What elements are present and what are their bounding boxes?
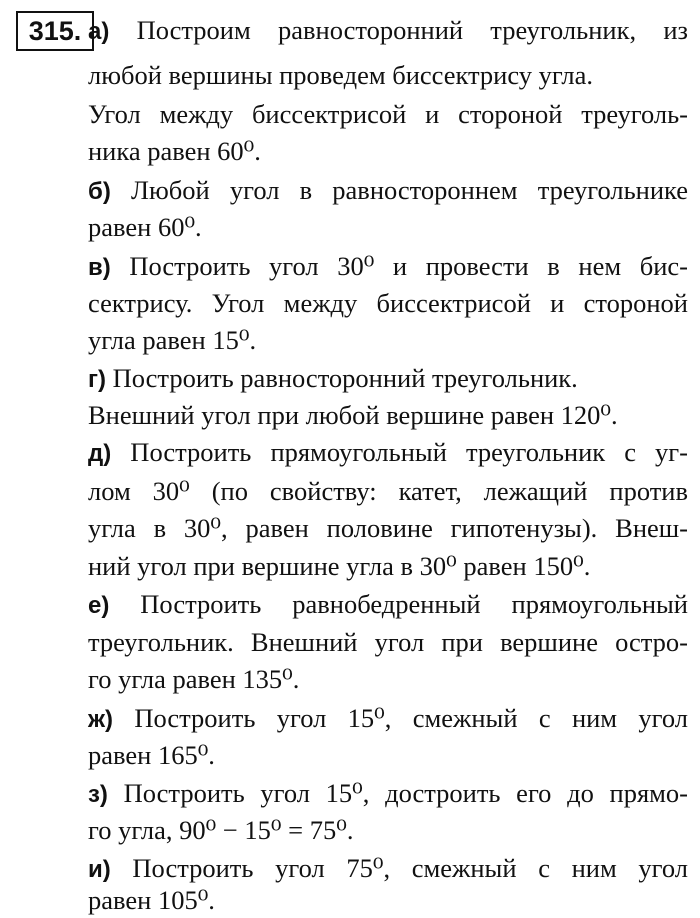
- item-label: д): [88, 440, 112, 467]
- line-20: равен 165⁰.: [88, 740, 215, 770]
- line-23: и) Построить угол 75⁰, смежный с ним угол: [88, 853, 688, 883]
- line-22: го угла, 90⁰ − 15⁰ = 75⁰.: [88, 815, 354, 845]
- item-label: з): [88, 781, 108, 808]
- line-3: Угол между биссектрисой и стороной треуголь-: [88, 99, 688, 129]
- line-2: любой вершины проведем биссектрису угла.: [88, 60, 594, 90]
- line-1: а) Построим равносторонний треугольник, из: [88, 15, 688, 45]
- line-8: сектрису. Угол между биссектрисой и стороной: [88, 288, 688, 318]
- item-label: ж): [88, 706, 114, 733]
- line-6: равен 60⁰.: [88, 212, 202, 242]
- item-label: а): [88, 18, 110, 45]
- item-label: б): [88, 178, 111, 205]
- line-15: ний угол при вершине угла в 30⁰ равен 150⁰.: [88, 551, 591, 581]
- item-label: е): [88, 592, 110, 619]
- line-4: ника равен 60⁰.: [88, 136, 261, 166]
- line-14: угла в 30⁰, равен половине гипотенузы). Внеш-: [88, 513, 688, 543]
- line-17: треугольник. Внешний угол при вершине остро-: [88, 627, 688, 657]
- problem-number-box: 315.: [16, 11, 94, 51]
- line-7: в) Построить угол 30⁰ и провести в нем бис-: [88, 251, 688, 281]
- item-label: г): [88, 366, 106, 393]
- line-5: б) Любой угол в равностороннем треугольнике: [88, 175, 688, 205]
- item-label: и): [88, 856, 111, 883]
- line-10: г) Построить равносторонний треугольник.: [88, 363, 578, 393]
- line-13: лом 30⁰ (по свойству: катет, лежащий против: [88, 476, 688, 506]
- line-24: равен 105⁰.: [88, 885, 215, 915]
- line-19: ж) Построить угол 15⁰, смежный с ним угол: [88, 703, 688, 733]
- line-11: Внешний угол при любой вершине равен 120⁰.: [88, 400, 618, 430]
- line-12: д) Построить прямоугольный треугольник с уг-: [88, 437, 688, 467]
- line-21: з) Построить угол 15⁰, достроить его до прямо-: [88, 778, 688, 808]
- item-label: в): [88, 254, 111, 281]
- line-18: го угла равен 135⁰.: [88, 664, 300, 694]
- line-16: е) Построить равнобедренный прямоугольный: [88, 589, 688, 619]
- line-9: угла равен 15⁰.: [88, 325, 257, 355]
